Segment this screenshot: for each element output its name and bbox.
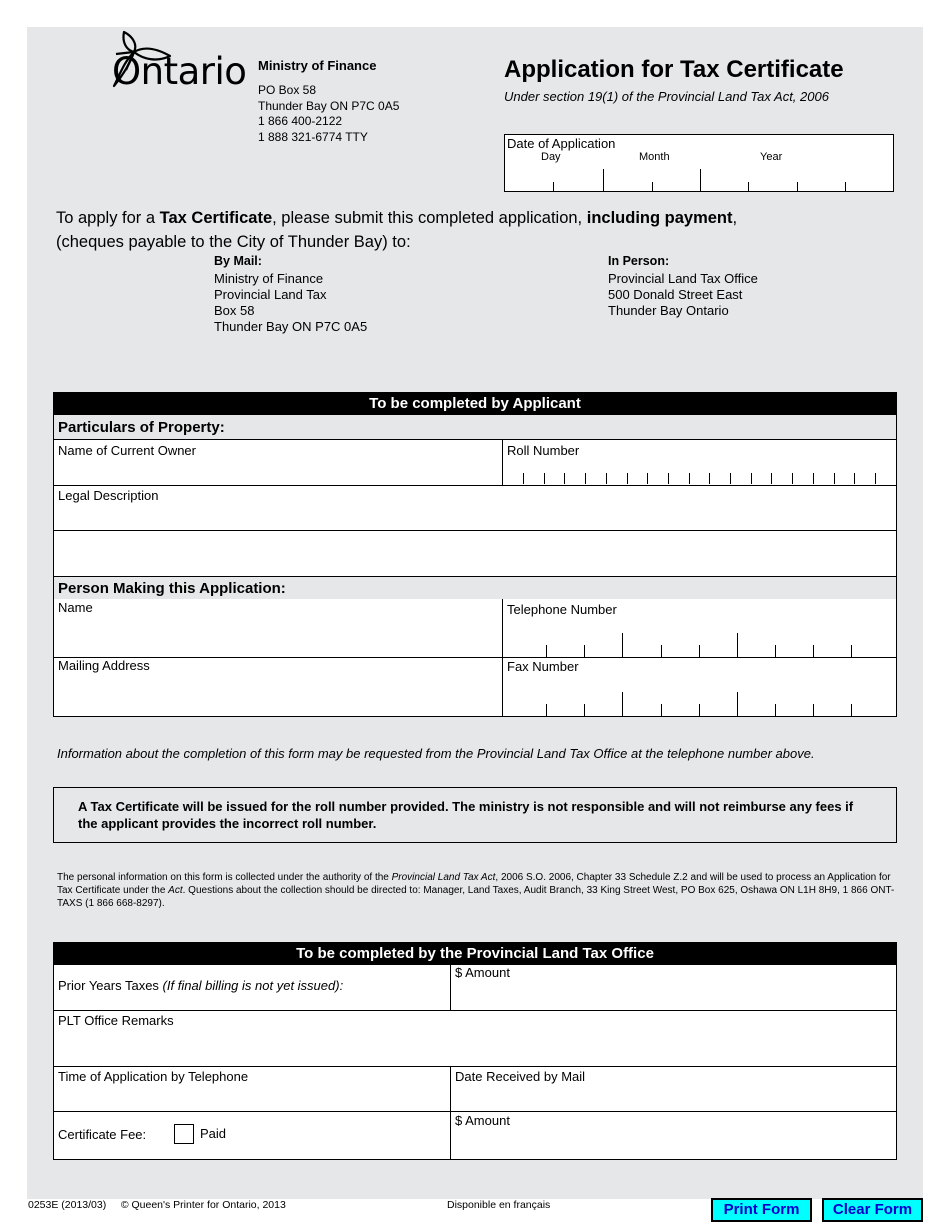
form-subtitle: Under section 19(1) of the Provincial Land Tax Act, 2006 <box>504 89 829 104</box>
fax-field[interactable]: Fax Number <box>503 658 896 716</box>
property-heading: Particulars of Property: <box>54 415 896 440</box>
applicant-section-bar: To be completed by Applicant <box>54 393 896 415</box>
year-label: Year <box>760 151 783 163</box>
time-of-application-field[interactable]: Time of Application by Telephone <box>58 1069 249 1084</box>
applicant-name-field[interactable]: Name <box>58 600 93 615</box>
intro-text: To apply for a Tax Certificate, please submit this completed application, including payment, (cheques payable to the City of Thunder Bay) to: <box>56 209 738 251</box>
form-code: 0253E (2013/03) © Queen's Printer for Ontario, 2013 <box>28 1199 286 1211</box>
office-section-bar: To be completed by the Provincial Land Tax Office <box>54 943 896 965</box>
privacy-statement: The personal information on this form is collected under the authority of the Provincial Land Tax Act, 2006 S.O. 2006, Chapter 33 Schedule Z.2 and will be used to process an Application for Tax Certificate under the Act. Questions about the collection should be directed to: Manager, Land Taxes, Audit Branch, 33 King Street West, PO Box 625, Oshawa ON L1H 8H9, 1 866 ONT-TAXS (1 866 668-8297). <box>57 872 895 909</box>
roll-number-field[interactable]: Roll Number <box>503 440 896 485</box>
roll-number-notice: A Tax Certificate will be issued for the roll number provided. The ministry is not responsible and will not reimburse any fees if the applicant provides the incorrect roll number. <box>53 787 897 843</box>
address-line: PO Box 58 <box>258 83 317 97</box>
month-label: Month <box>639 151 670 163</box>
telephone-field[interactable]: Telephone Number <box>503 599 896 657</box>
french-availability: Disponible en français <box>447 1199 551 1211</box>
paid-checkbox[interactable] <box>174 1124 194 1144</box>
address-line: Thunder Bay ON P7C 0A5 <box>258 99 400 113</box>
office-section <box>53 942 897 1160</box>
date-of-application-field[interactable] <box>504 134 894 192</box>
address-line: 1 866 400-2122 <box>258 114 343 128</box>
clear-form-button[interactable]: Clear Form <box>822 1198 923 1222</box>
legal-description-line2[interactable] <box>54 531 896 576</box>
print-form-button[interactable]: Print Form <box>711 1198 812 1222</box>
form-title: Application for Tax Certificate <box>504 56 844 83</box>
prior-years-taxes-label: Prior Years Taxes (If final billing is not yet issued): <box>58 978 344 993</box>
date-label: Date of Application <box>507 136 616 151</box>
plt-remarks-field[interactable]: PLT Office Remarks <box>54 1011 896 1067</box>
legal-description-field[interactable]: Legal Description <box>54 486 896 531</box>
certificate-fee-amount-field[interactable]: $ Amount <box>455 1113 510 1128</box>
mailing-address-field[interactable]: Mailing Address <box>58 658 150 673</box>
ontario-wordmark: Ontario <box>112 50 247 93</box>
info-note: Information about the completion of this form may be requested from the Provincial Land Tax Office at the telephone number above. <box>57 746 815 761</box>
day-label: Day <box>541 151 561 163</box>
person-heading: Person Making this Application: <box>54 576 896 599</box>
applicant-section <box>53 392 897 717</box>
by-mail-block: By Mail: Ministry of Finance Provincial Land Tax Box 58 Thunder Bay ON P7C 0A5 <box>214 254 368 334</box>
in-person-block: In Person: Provincial Land Tax Office 500 Donald Street East Thunder Bay Ontario <box>608 254 758 318</box>
address-line: 1 888 321-6774 TTY <box>258 130 368 144</box>
current-owner-field[interactable]: Name of Current Owner <box>58 443 196 458</box>
ministry-name: Ministry of Finance <box>258 58 377 73</box>
prior-years-amount-field[interactable]: $ Amount <box>455 965 510 980</box>
certificate-fee-row: Certificate Fee: Paid <box>58 1126 227 1142</box>
date-received-field[interactable]: Date Received by Mail <box>455 1069 586 1084</box>
